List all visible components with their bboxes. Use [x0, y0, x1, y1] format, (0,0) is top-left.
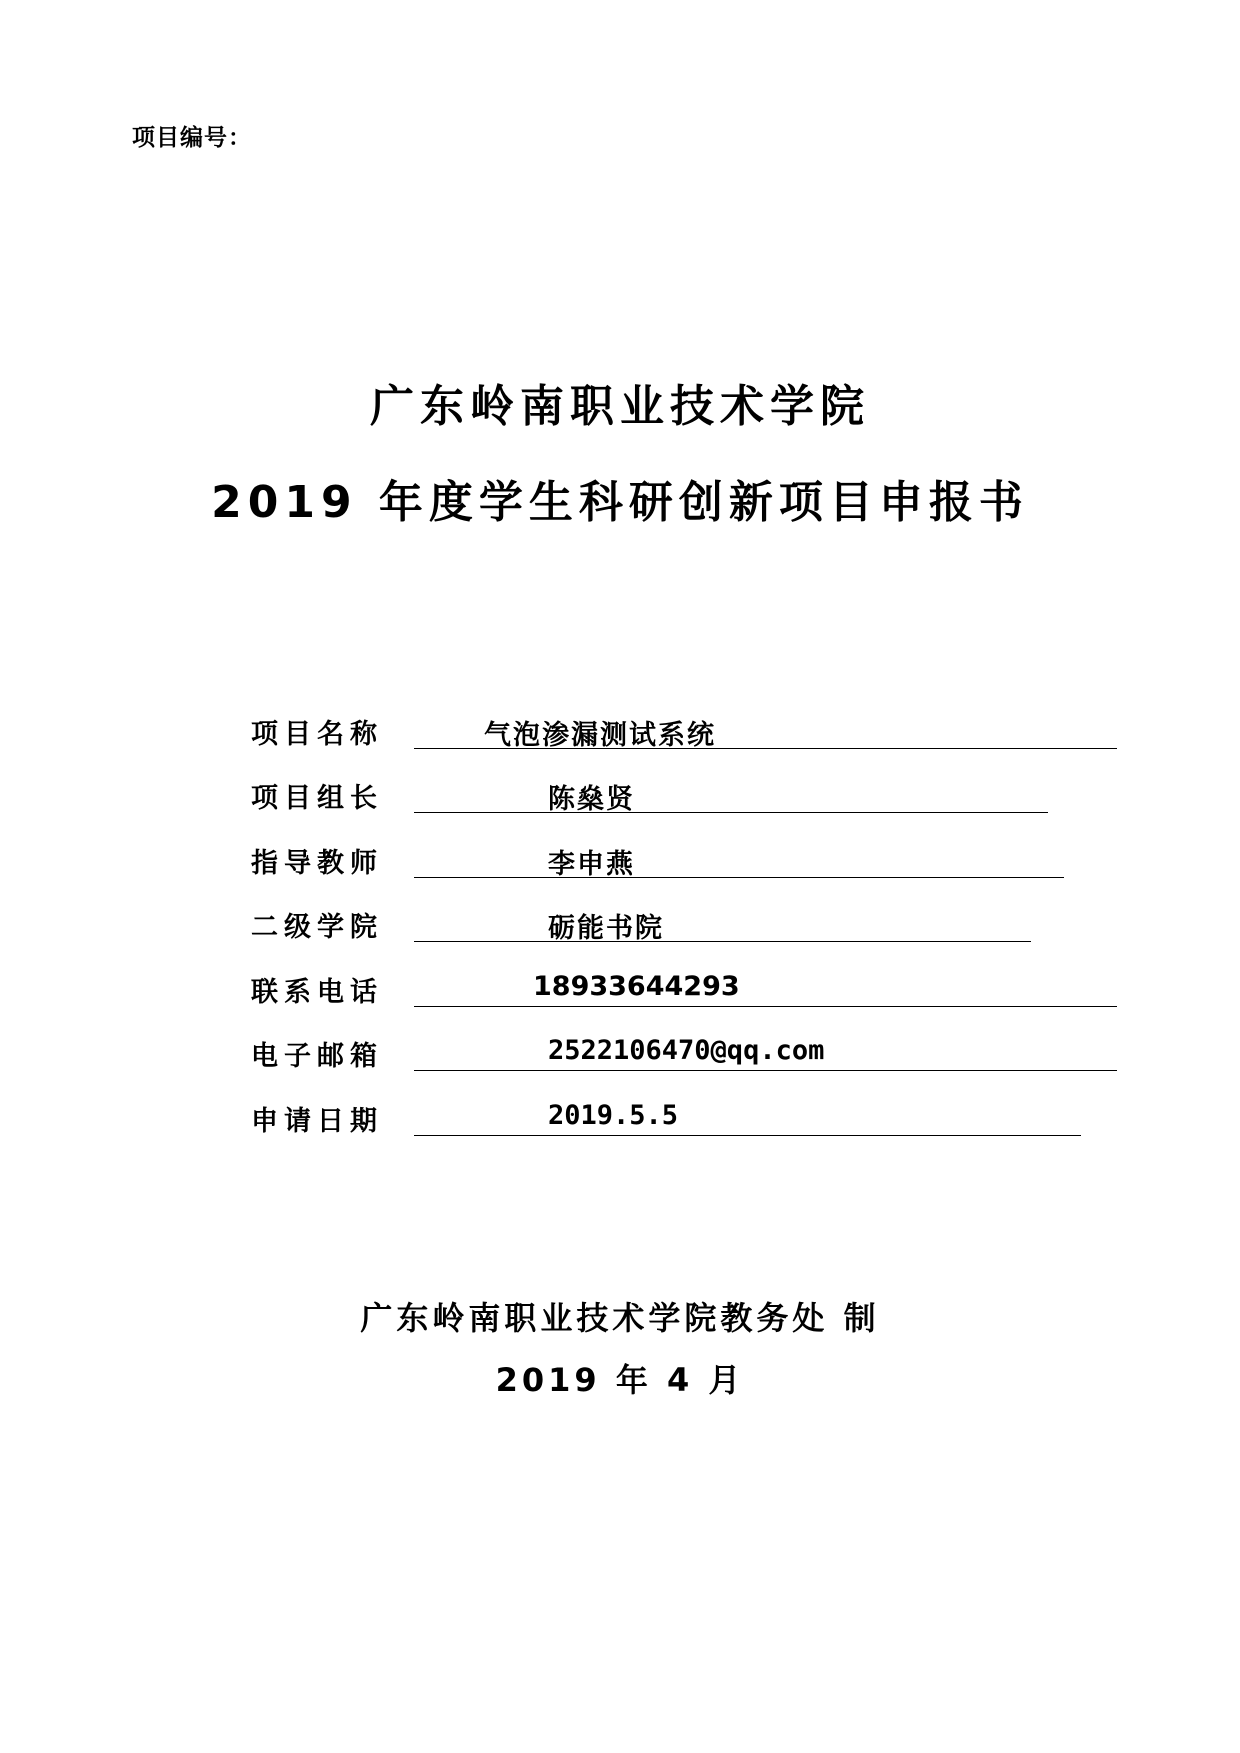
field-value-advisor: 李申燕 — [548, 849, 635, 880]
field-label-date: 申请日期 — [251, 1106, 383, 1137]
field-value-date: 2019.5.5 — [548, 1100, 679, 1131]
field-label-email: 电子邮箱 — [251, 1041, 383, 1072]
project-number-label: 项目编号： — [132, 125, 252, 151]
field-value-college: 砺能书院 — [548, 913, 664, 944]
field-label-project-leader: 项目组长 — [251, 783, 383, 814]
field-underline-project-leader — [414, 812, 1048, 813]
field-underline-project-name — [414, 748, 1117, 749]
field-underline-email — [414, 1070, 1117, 1071]
title-document-name: 2019 年度学生科研创新项目申报书 — [211, 477, 1029, 528]
field-value-phone: 18933644293 — [533, 971, 740, 1002]
field-label-college: 二级学院 — [251, 912, 383, 943]
footer-date: 2019 年 4 月 — [495, 1361, 745, 1399]
field-label-project-name: 项目名称 — [251, 719, 383, 750]
field-label-phone: 联系电话 — [251, 977, 383, 1008]
field-underline-college — [414, 941, 1031, 942]
field-value-email: 2522106470@qq.com — [548, 1035, 825, 1066]
footer-issuer: 广东岭南职业技术学院教务处 制 — [360, 1299, 880, 1337]
field-value-project-leader: 陈燊贤 — [548, 784, 635, 815]
field-underline-date — [414, 1135, 1081, 1136]
field-underline-advisor — [414, 877, 1064, 878]
field-label-advisor: 指导教师 — [251, 848, 383, 879]
title-school-name: 广东岭南职业技术学院 — [370, 381, 870, 432]
field-value-project-name: 气泡渗漏测试系统 — [484, 720, 716, 751]
field-underline-phone — [414, 1006, 1117, 1007]
